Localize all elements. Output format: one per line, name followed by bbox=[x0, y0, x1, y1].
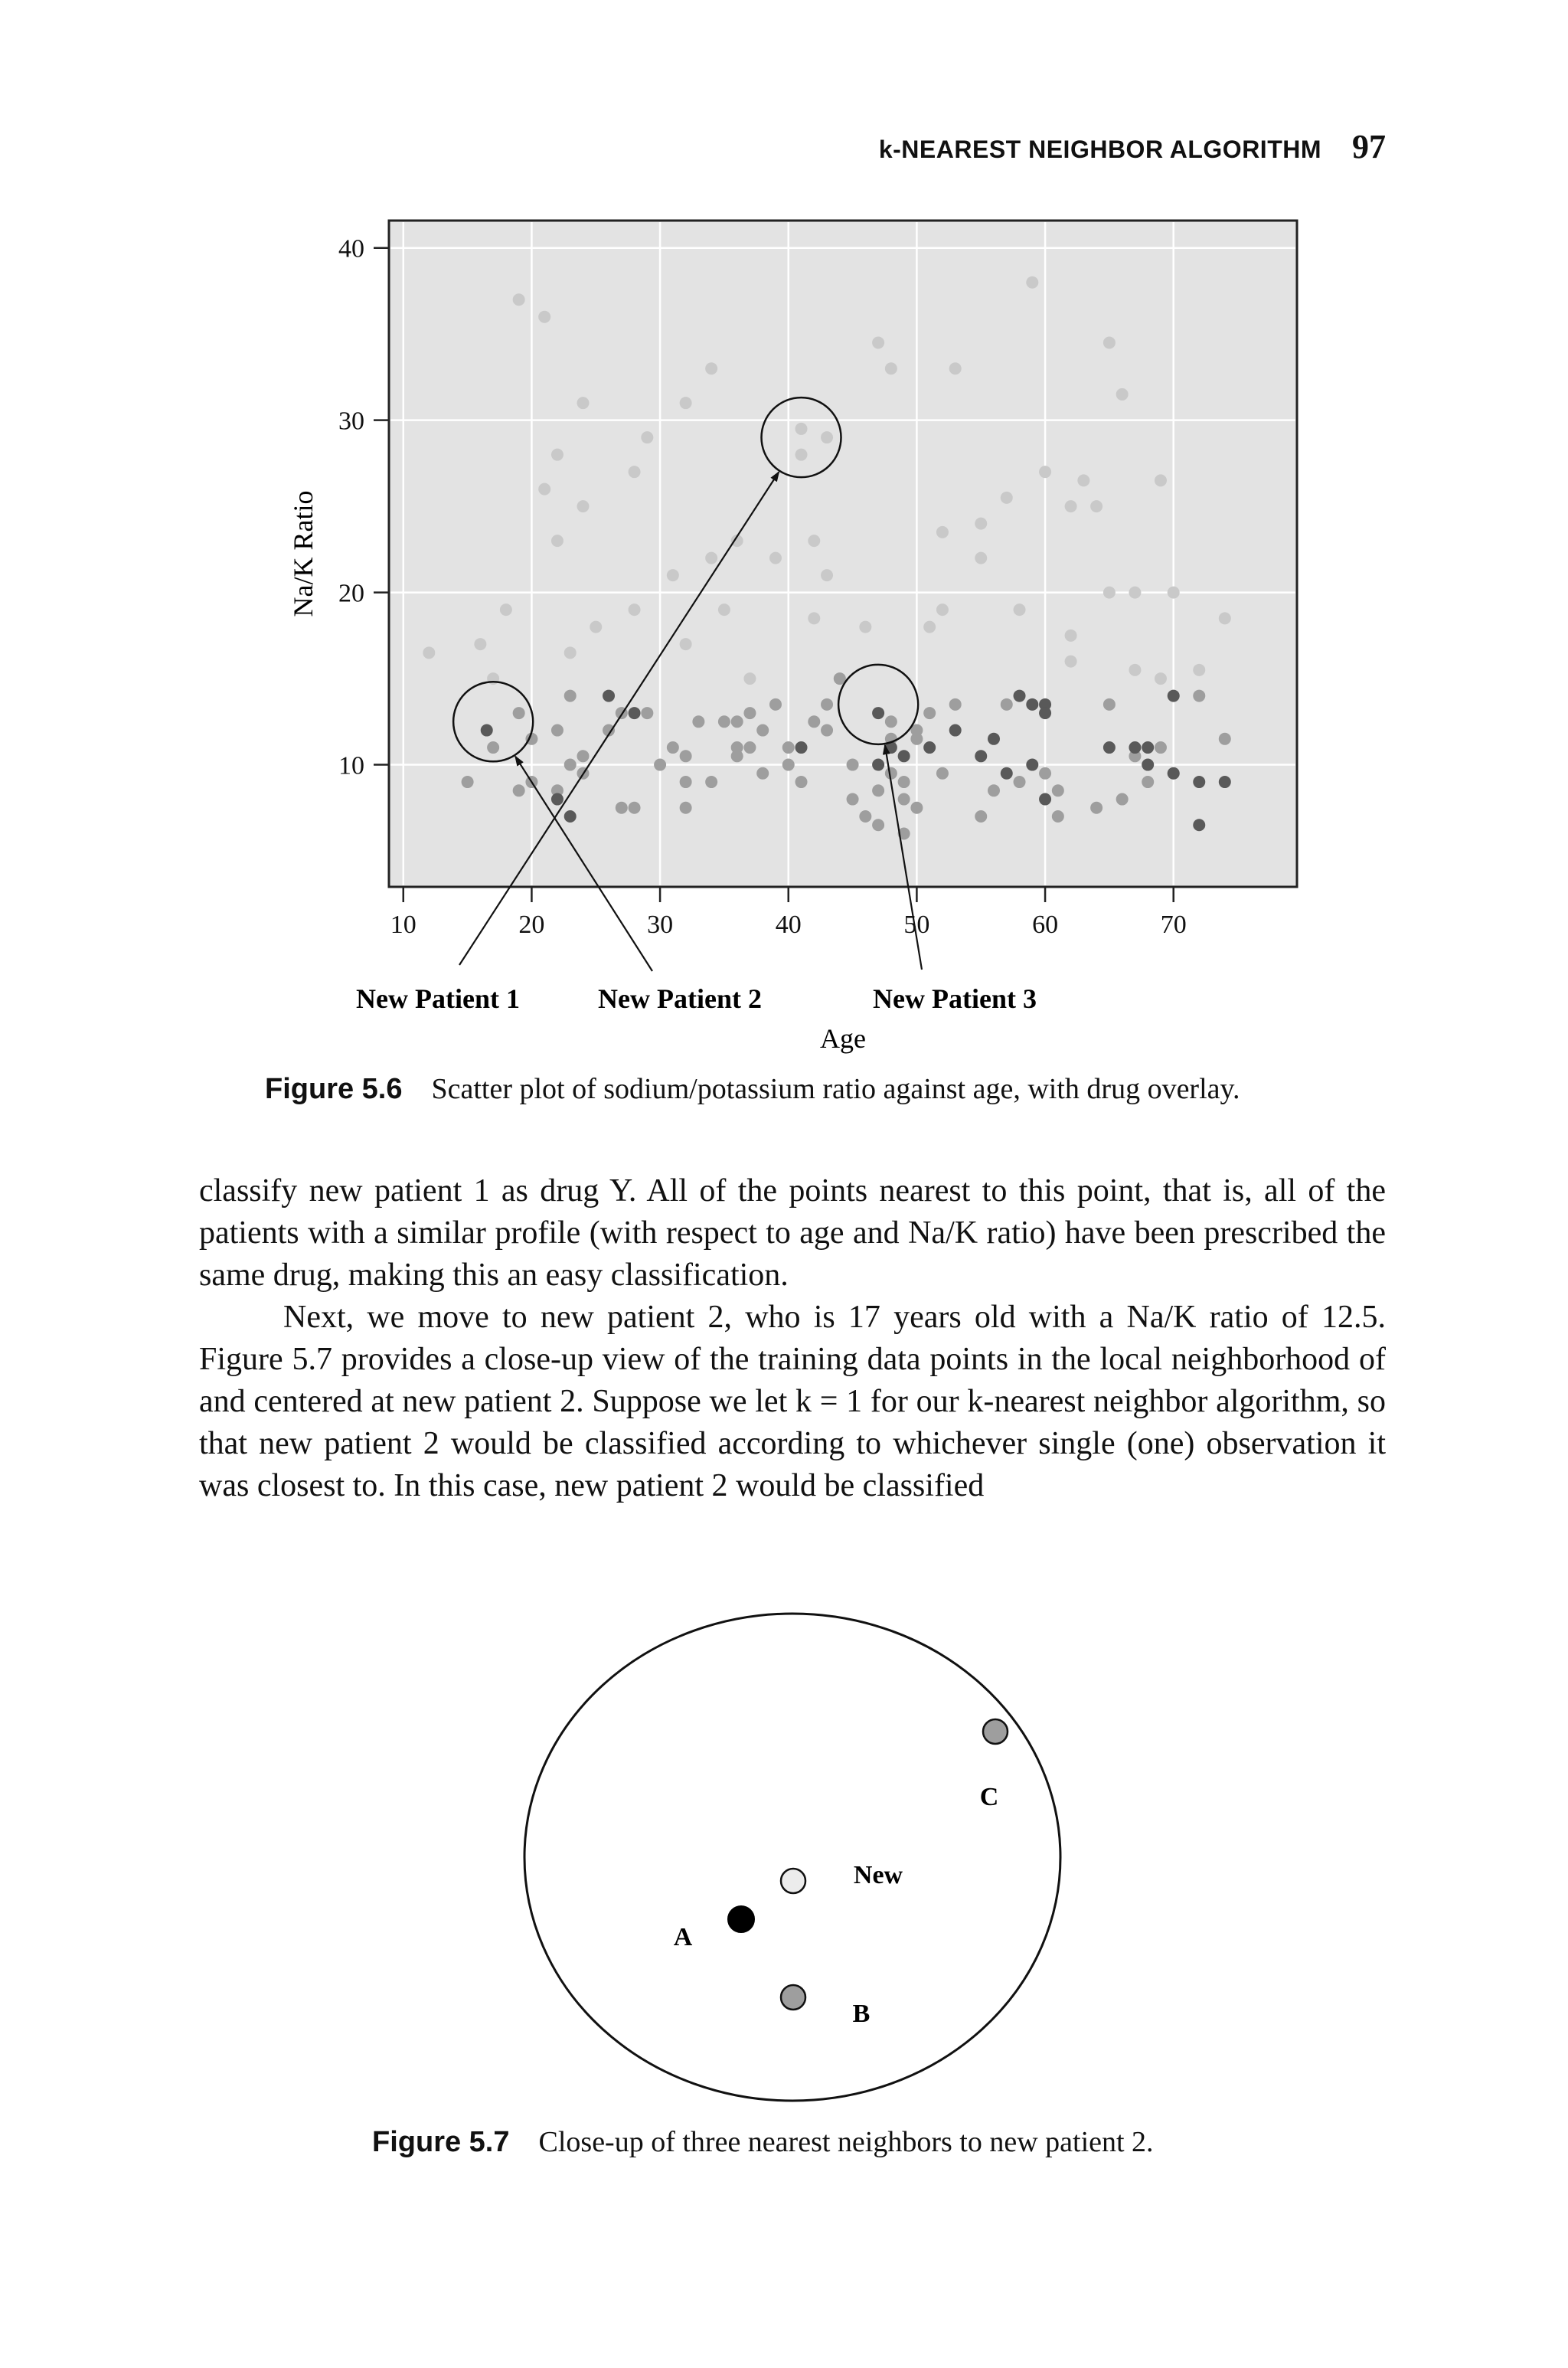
paragraph-1: classify new patient 1 as drug Y. All of the points nearest to this point, that is, all of the patients with a similar profile (with respect to age and Na/K ratio) have been prescribed the same drug, making this an easy classification. bbox=[199, 1173, 1386, 1293]
point-drug_mid-60 bbox=[1052, 810, 1064, 823]
point-drug_dark-20 bbox=[1039, 793, 1051, 806]
point-drug_light-24 bbox=[795, 449, 808, 461]
figure-5-6-caption-text: Scatter plot of sodium/potassium ratio against age, with drug overlay. bbox=[431, 1073, 1240, 1105]
point-drug_mid-53 bbox=[923, 707, 936, 719]
point-drug_light-17 bbox=[680, 397, 692, 409]
point-drug_light-8 bbox=[564, 646, 577, 659]
point-drug_mid-71 bbox=[975, 810, 987, 823]
figure-5-6-caption bbox=[265, 1072, 1240, 1106]
point-drug_mid-0 bbox=[462, 776, 474, 788]
page-number: 97 bbox=[1352, 128, 1386, 165]
point-drug_light-7 bbox=[551, 535, 564, 547]
label-b: B bbox=[852, 2000, 871, 2028]
point-drug_light-37 bbox=[949, 362, 962, 374]
point-drug_light-19 bbox=[705, 552, 717, 564]
point-drug_light-10 bbox=[577, 500, 589, 512]
point-drug_light-32 bbox=[872, 336, 884, 348]
point-drug_light-44 bbox=[1065, 500, 1077, 512]
point-drug_mid-62 bbox=[1090, 802, 1102, 814]
point-drug_dark-19 bbox=[1026, 759, 1038, 771]
point-drug_mid-35 bbox=[808, 715, 820, 728]
point-drug_light-50 bbox=[1103, 336, 1116, 348]
point-drug_dark-21 bbox=[1103, 741, 1116, 754]
point-drug_mid-72 bbox=[616, 802, 628, 814]
point-drug_light-13 bbox=[629, 466, 641, 478]
x-axis-label: Age bbox=[820, 1023, 866, 1054]
x-tick-label-60: 60 bbox=[1032, 911, 1059, 939]
annotation-new-patient-3: New Patient 3 bbox=[873, 983, 1037, 1014]
point-drug_dark-27 bbox=[1193, 776, 1205, 788]
point-drug_mid-52 bbox=[910, 802, 923, 814]
point-drug_mid-23 bbox=[718, 715, 730, 728]
point-drug_dark-29 bbox=[1219, 776, 1231, 788]
point-drug_mid-21 bbox=[692, 715, 704, 728]
point-drug_dark-0 bbox=[481, 724, 493, 737]
point-drug_mid-57 bbox=[1001, 698, 1013, 711]
point-drug_mid-24 bbox=[731, 715, 743, 728]
point-drug_mid-30 bbox=[756, 767, 769, 780]
y-tick-label-10: 10 bbox=[338, 751, 364, 780]
point-drug_dark-23 bbox=[1142, 741, 1154, 754]
neighbor-b-point bbox=[781, 1985, 805, 2010]
neighborhood-circle bbox=[524, 1614, 1060, 2101]
point-drug_mid-6 bbox=[551, 724, 564, 737]
y-tick-label-30: 30 bbox=[338, 407, 364, 436]
figure-5-7-caption bbox=[372, 2125, 1154, 2159]
point-drug_light-0 bbox=[474, 638, 486, 650]
point-drug_light-20 bbox=[718, 603, 730, 616]
point-drug_mid-18 bbox=[680, 750, 692, 762]
point-drug_mid-37 bbox=[821, 724, 833, 737]
point-drug_light-58 bbox=[1219, 612, 1231, 624]
x-tick-label-40: 40 bbox=[775, 911, 802, 939]
point-drug_mid-14 bbox=[629, 802, 641, 814]
point-drug_mid-34 bbox=[795, 776, 808, 788]
y-tick-label-20: 20 bbox=[338, 579, 364, 608]
point-drug_mid-9 bbox=[564, 690, 577, 702]
point-drug_dark-3 bbox=[603, 690, 615, 702]
point-drug_light-15 bbox=[667, 569, 679, 581]
point-drug_light-14 bbox=[641, 431, 653, 443]
body-text bbox=[199, 1170, 1386, 1507]
point-drug_mid-17 bbox=[667, 741, 679, 754]
point-drug_mid-22 bbox=[705, 776, 717, 788]
point-drug_dark-24 bbox=[1142, 759, 1154, 771]
point-drug_dark-10 bbox=[923, 741, 936, 754]
neighbor-a-point bbox=[728, 1906, 754, 1932]
point-drug_dark-28 bbox=[1193, 819, 1205, 831]
point-drug_light-36 bbox=[936, 603, 949, 616]
point-drug_mid-27 bbox=[743, 707, 756, 719]
point-drug_mid-44 bbox=[885, 715, 897, 728]
point-drug_mid-48 bbox=[898, 776, 910, 788]
point-drug_mid-26 bbox=[731, 741, 743, 754]
point-drug_dark-15 bbox=[1014, 690, 1026, 702]
point-drug_light-16 bbox=[680, 638, 692, 650]
point-drug_dark-11 bbox=[949, 724, 962, 737]
point-drug_dark-9 bbox=[898, 750, 910, 762]
point-drug_dark-18 bbox=[1039, 707, 1051, 719]
point-drug_light-38 bbox=[975, 552, 987, 564]
point-drug_mid-67 bbox=[1155, 741, 1167, 754]
point-drug_light-34 bbox=[923, 621, 936, 633]
point-drug_mid-3 bbox=[513, 707, 525, 719]
point-drug_mid-15 bbox=[641, 707, 653, 719]
label-new: New bbox=[853, 1861, 903, 1889]
point-drug_mid-39 bbox=[847, 759, 859, 771]
x-tick-label-10: 10 bbox=[390, 911, 416, 939]
point-drug_light-56 bbox=[1168, 587, 1180, 599]
point-drug_light-4 bbox=[538, 311, 550, 323]
point-drug_light-48 bbox=[1090, 500, 1102, 512]
point-drug_dark-25 bbox=[1168, 690, 1180, 702]
annotation-new-patient-2: New Patient 2 bbox=[598, 983, 762, 1014]
point-drug_light-46 bbox=[1065, 656, 1077, 668]
point-drug_mid-20 bbox=[680, 802, 692, 814]
point-drug_dark-14 bbox=[1001, 767, 1013, 780]
point-drug_mid-8 bbox=[564, 759, 577, 771]
point-drug_light-6 bbox=[551, 449, 564, 461]
point-drug_light-5 bbox=[538, 483, 550, 496]
label-a: A bbox=[673, 1923, 693, 1951]
point-drug_light-23 bbox=[769, 552, 782, 564]
plot-area bbox=[389, 221, 1297, 887]
point-drug_mid-49 bbox=[898, 793, 910, 806]
point-drug_mid-58 bbox=[1014, 776, 1026, 788]
point-drug_light-26 bbox=[808, 535, 820, 547]
point-drug_light-28 bbox=[821, 431, 833, 443]
point-drug_dark-7 bbox=[872, 759, 884, 771]
point-drug_mid-32 bbox=[782, 741, 795, 754]
point-drug_mid-29 bbox=[756, 724, 769, 737]
point-drug_light-35 bbox=[936, 526, 949, 538]
point-drug_light-59 bbox=[423, 646, 435, 659]
point-drug_dark-2 bbox=[564, 810, 577, 823]
point-drug_mid-19 bbox=[680, 776, 692, 788]
point-drug_light-49 bbox=[1103, 587, 1116, 599]
point-drug_mid-11 bbox=[577, 750, 589, 762]
figure-5-6-caption-label: Figure 5.6 bbox=[265, 1073, 403, 1105]
annotation-new-patient-1: New Patient 1 bbox=[356, 983, 520, 1014]
x-tick-label-20: 20 bbox=[518, 911, 545, 939]
point-drug_mid-40 bbox=[847, 793, 859, 806]
point-drug_light-2 bbox=[500, 603, 512, 616]
point-drug_dark-5 bbox=[795, 741, 808, 754]
point-drug_mid-55 bbox=[949, 698, 962, 711]
point-drug_light-3 bbox=[513, 293, 525, 306]
point-drug_dark-12 bbox=[975, 750, 987, 762]
point-drug_mid-56 bbox=[988, 784, 1000, 796]
point-drug_mid-61 bbox=[1052, 784, 1064, 796]
point-drug_light-47 bbox=[1077, 474, 1089, 486]
running-header-title: k-NEAREST NEIGHBOR ALGORITHM bbox=[878, 136, 1321, 163]
point-drug_light-11 bbox=[590, 621, 602, 633]
point-drug_dark-6 bbox=[872, 707, 884, 719]
point-drug_light-33 bbox=[885, 362, 897, 374]
y-axis-label: Na/K Ratio bbox=[288, 490, 318, 617]
point-drug_light-31 bbox=[859, 621, 871, 633]
point-drug_mid-66 bbox=[1142, 776, 1154, 788]
point-drug_mid-70 bbox=[1219, 733, 1231, 745]
point-drug_light-45 bbox=[1065, 630, 1077, 642]
point-drug_light-18 bbox=[705, 362, 717, 374]
point-drug_mid-41 bbox=[859, 810, 871, 823]
point-drug_dark-22 bbox=[1129, 741, 1141, 754]
point-drug_mid-36 bbox=[821, 698, 833, 711]
point-drug_mid-69 bbox=[1193, 690, 1205, 702]
x-tick-label-30: 30 bbox=[647, 911, 674, 939]
point-drug_light-9 bbox=[577, 397, 589, 409]
point-drug_light-40 bbox=[1001, 492, 1013, 504]
label-c: C bbox=[979, 1783, 999, 1811]
point-drug_dark-4 bbox=[629, 707, 641, 719]
point-drug_light-55 bbox=[1155, 672, 1167, 685]
point-drug_mid-64 bbox=[1116, 793, 1129, 806]
figure-5-7-caption-label: Figure 5.7 bbox=[372, 2126, 510, 2158]
figure-5-6-scatter-plot bbox=[0, 0, 1568, 1088]
point-drug_light-42 bbox=[1014, 603, 1026, 616]
point-drug_light-41 bbox=[1026, 276, 1038, 289]
y-tick-label-40: 40 bbox=[338, 234, 364, 263]
point-drug_light-43 bbox=[1039, 466, 1051, 478]
point-drug_mid-28 bbox=[743, 741, 756, 754]
point-drug_light-57 bbox=[1193, 664, 1205, 676]
point-drug_light-27 bbox=[821, 569, 833, 581]
figure-5-7-caption-text: Close-up of three nearest neighbors to new patient 2. bbox=[538, 2126, 1154, 2158]
point-drug_mid-33 bbox=[782, 759, 795, 771]
point-drug_dark-16 bbox=[1026, 698, 1038, 711]
point-drug_dark-26 bbox=[1168, 767, 1180, 780]
point-drug_mid-59 bbox=[1039, 767, 1051, 780]
point-drug_light-12 bbox=[629, 603, 641, 616]
point-drug_light-54 bbox=[1155, 474, 1167, 486]
point-drug_light-53 bbox=[1129, 664, 1141, 676]
point-drug_light-39 bbox=[975, 518, 987, 530]
point-drug_mid-54 bbox=[936, 767, 949, 780]
point-drug_mid-42 bbox=[872, 819, 884, 831]
point-drug_mid-63 bbox=[1103, 698, 1116, 711]
new-patient-point bbox=[781, 1869, 805, 1893]
point-drug_dark-13 bbox=[988, 733, 1000, 745]
x-tick-label-70: 70 bbox=[1160, 911, 1187, 939]
neighbor-c-point bbox=[983, 1719, 1008, 1744]
point-drug_mid-16 bbox=[654, 759, 666, 771]
point-drug_light-22 bbox=[743, 672, 756, 685]
point-drug_light-52 bbox=[1129, 587, 1141, 599]
point-drug_dark-1 bbox=[551, 793, 564, 806]
point-drug_mid-1 bbox=[487, 741, 499, 754]
point-drug_mid-31 bbox=[769, 698, 782, 711]
x-tick-label-50: 50 bbox=[903, 911, 930, 939]
paragraph-2: Next, we move to new patient 2, who is 17 years old with a Na/K ratio of 12.5. Figure 5.7 provides a close-up view of the training data points in the local neighborhood of and centered at new patient 2. Suppose we let k = 1 for our k-nearest neighbor algorithm, so that new patient 2 would be classified according to whichever single (one) observation it was closest to. In this case, new patient 2 would be classified bbox=[199, 1300, 1386, 1503]
point-drug_mid-2 bbox=[513, 784, 525, 796]
point-drug_mid-51 bbox=[910, 733, 923, 745]
point-drug_light-29 bbox=[808, 612, 820, 624]
point-drug_light-25 bbox=[795, 423, 808, 435]
point-drug_light-51 bbox=[1116, 388, 1129, 401]
point-drug_mid-43 bbox=[872, 784, 884, 796]
